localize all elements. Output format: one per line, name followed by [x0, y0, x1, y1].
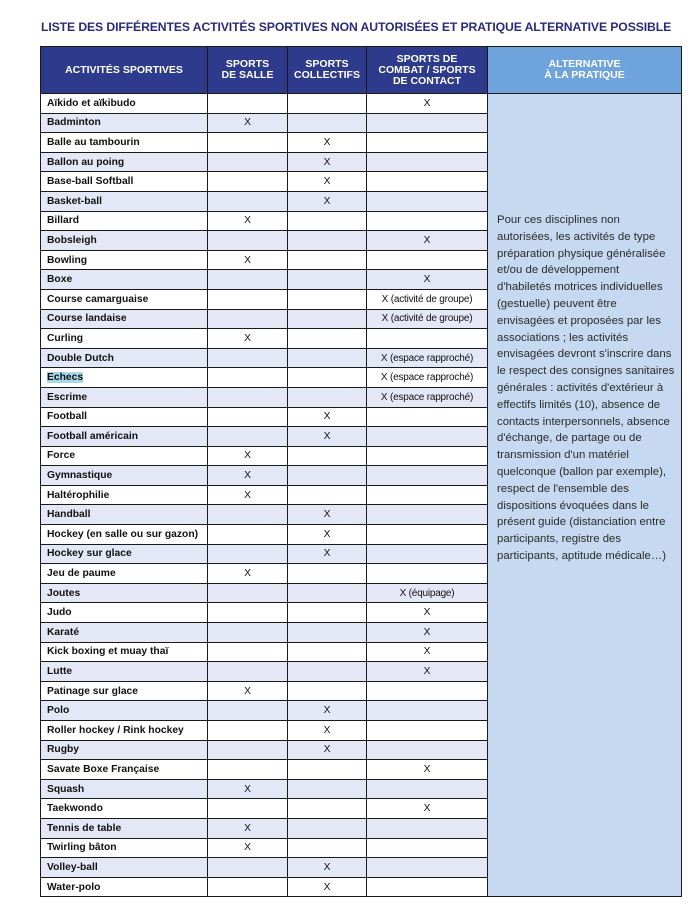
sports-collectifs-cell	[288, 94, 367, 114]
alternative-text: Pour ces disciplines non autorisées, les activités de type préparation physique généralisée et/ou de développement d'habiletés motrices individuelles (gestuelle) peuvent être envisagées et proposées par les associations ; les activités envisagées devront s'inscrire dans le respect des consignes sanitaires générales : activités d'extérieur à effectifs limités (10), absence de contacts interpersonnels, absence d'échange, de partage ou de transmission d'un matériel quelconque (ballon par exemple), respect de l'ensemble des dispositions évoquées dans le présent guide (distanciation entre participants, registre des participants, aptitude médicale…)	[488, 94, 682, 897]
sports-de-combat-cell	[367, 133, 488, 153]
sports-collectifs-cell	[288, 387, 367, 407]
sports-collectifs-cell	[288, 289, 367, 309]
sports-collectifs-cell: X	[288, 740, 367, 760]
activity-name: Boxe	[41, 270, 208, 290]
sports-de-salle-cell	[208, 799, 288, 819]
sports-de-combat-cell: X (espace rapproché)	[367, 387, 488, 407]
sports-de-combat-cell	[367, 427, 488, 447]
sports-collectifs-cell	[288, 368, 367, 388]
sports-de-combat-cell	[367, 211, 488, 231]
sports-collectifs-cell	[288, 662, 367, 682]
sports-collectifs-cell	[288, 211, 367, 231]
sports-de-combat-cell: X	[367, 662, 488, 682]
sports-de-combat-cell	[367, 505, 488, 525]
sports-de-combat-cell: X	[367, 760, 488, 780]
activity-name: Rugby	[41, 740, 208, 760]
sports-de-salle-cell	[208, 270, 288, 290]
sports-de-salle-cell: X	[208, 250, 288, 270]
header-sports-de-combat: SPORTS DE COMBAT / SPORTS DE CONTACT	[367, 47, 488, 94]
sports-de-salle-cell	[208, 740, 288, 760]
activity-name: Hockey sur glace	[41, 544, 208, 564]
table-row	[41, 94, 682, 114]
sports-collectifs-cell	[288, 642, 367, 662]
sports-de-salle-cell: X	[208, 329, 288, 349]
sports-collectifs-cell: X	[288, 505, 367, 525]
sports-collectifs-cell: X	[288, 721, 367, 741]
sports-de-salle-cell	[208, 858, 288, 878]
sports-de-salle-cell	[208, 172, 288, 192]
sports-de-combat-cell: X (équipage)	[367, 583, 488, 603]
sports-collectifs-cell	[288, 838, 367, 858]
table-header-row	[41, 47, 682, 94]
activity-name: Course landaise	[41, 309, 208, 329]
activity-name: Football américain	[41, 427, 208, 447]
activity-name: Badminton	[41, 113, 208, 133]
sports-de-combat-cell	[367, 740, 488, 760]
sports-de-salle-cell	[208, 701, 288, 721]
sports-de-salle-cell	[208, 544, 288, 564]
activity-name: Escrime	[41, 387, 208, 407]
sports-de-salle-cell: X	[208, 564, 288, 584]
header-alternative: ALTERNATIVE À LA PRATIQUE	[488, 47, 682, 94]
sports-de-combat-cell	[367, 779, 488, 799]
sports-de-salle-cell	[208, 152, 288, 172]
sports-de-salle-cell: X	[208, 466, 288, 486]
sports-de-salle-cell	[208, 133, 288, 153]
activity-name: Taekwondo	[41, 799, 208, 819]
sports-collectifs-cell: X	[288, 525, 367, 545]
sports-de-combat-cell	[367, 818, 488, 838]
sports-collectifs-cell	[288, 760, 367, 780]
sports-collectifs-cell: X	[288, 191, 367, 211]
activity-name: Squash	[41, 779, 208, 799]
sports-de-salle-cell	[208, 583, 288, 603]
sports-de-salle-cell	[208, 623, 288, 643]
sports-collectifs-cell	[288, 799, 367, 819]
activity-name: Savate Boxe Française	[41, 760, 208, 780]
activity-name: Bobsleigh	[41, 231, 208, 251]
sports-collectifs-cell: X	[288, 544, 367, 564]
sports-de-salle-cell	[208, 94, 288, 114]
sports-de-combat-cell: X (espace rapproché)	[367, 368, 488, 388]
sports-de-salle-cell	[208, 368, 288, 388]
sports-collectifs-cell	[288, 466, 367, 486]
sports-collectifs-cell	[288, 485, 367, 505]
sports-collectifs-cell: X	[288, 152, 367, 172]
table-body	[41, 94, 682, 897]
activity-name: Football	[41, 407, 208, 427]
sports-de-combat-cell: X	[367, 623, 488, 643]
sports-collectifs-cell: X	[288, 133, 367, 153]
sports-de-combat-cell	[367, 152, 488, 172]
activity-name: Haltérophilie	[41, 485, 208, 505]
activity-name: Water-polo	[41, 877, 208, 897]
sports-de-combat-cell	[367, 525, 488, 545]
sports-de-salle-cell	[208, 407, 288, 427]
sports-de-combat-cell	[367, 113, 488, 133]
sports-de-salle-cell: X	[208, 681, 288, 701]
sports-de-salle-cell: X	[208, 211, 288, 231]
sports-de-salle-cell	[208, 309, 288, 329]
sports-de-combat-cell: X (activité de groupe)	[367, 309, 488, 329]
activity-name: Double Dutch	[41, 348, 208, 368]
sports-de-salle-cell	[208, 721, 288, 741]
activity-name: Bowling	[41, 250, 208, 270]
activity-name: Curling	[41, 329, 208, 349]
sports-de-salle-cell: X	[208, 838, 288, 858]
activity-name: Base-ball Softball	[41, 172, 208, 192]
sports-collectifs-cell	[288, 564, 367, 584]
sports-de-salle-cell	[208, 760, 288, 780]
sports-de-combat-cell: X (espace rapproché)	[367, 348, 488, 368]
activity-name: Judo	[41, 603, 208, 623]
sports-de-combat-cell: X	[367, 94, 488, 114]
header-activities: ACTIVITÉS SPORTIVES	[41, 47, 208, 94]
sports-de-combat-cell	[367, 329, 488, 349]
activity-name: Twirling bâton	[41, 838, 208, 858]
activity-name: Lutte	[41, 662, 208, 682]
sports-collectifs-cell	[288, 309, 367, 329]
sports-de-salle-cell	[208, 289, 288, 309]
sports-de-salle-cell	[208, 525, 288, 545]
activity-name: Roller hockey / Rink hockey	[41, 721, 208, 741]
sports-de-combat-cell	[367, 191, 488, 211]
header-sports-collectifs: SPORTS COLLECTIFS	[288, 47, 367, 94]
activity-name: Kick boxing et muay thaï	[41, 642, 208, 662]
sports-de-salle-cell	[208, 877, 288, 897]
sports-de-salle-cell	[208, 603, 288, 623]
sports-de-salle-cell: X	[208, 446, 288, 466]
sports-de-salle-cell: X	[208, 779, 288, 799]
activity-name: Hockey (en salle ou sur gazon)	[41, 525, 208, 545]
sports-de-combat-cell	[367, 877, 488, 897]
sports-de-combat-cell: X	[367, 642, 488, 662]
sports-collectifs-cell	[288, 348, 367, 368]
sports-de-salle-cell: X	[208, 818, 288, 838]
activity-name: Polo	[41, 701, 208, 721]
sports-collectifs-cell	[288, 270, 367, 290]
sports-de-combat-cell: X	[367, 799, 488, 819]
activity-name: Ballon au poing	[41, 152, 208, 172]
activity-name: Volley-ball	[41, 858, 208, 878]
activity-name: Handball	[41, 505, 208, 525]
sports-collectifs-cell	[288, 250, 367, 270]
sports-collectifs-cell: X	[288, 858, 367, 878]
sports-collectifs-cell	[288, 681, 367, 701]
sports-collectifs-cell: X	[288, 407, 367, 427]
sports-de-combat-cell	[367, 172, 488, 192]
sports-de-combat-cell	[367, 701, 488, 721]
activity-name: Gymnastique	[41, 466, 208, 486]
sports-de-combat-cell	[367, 446, 488, 466]
activity-name: Tennis de table	[41, 818, 208, 838]
sports-de-combat-cell: X	[367, 603, 488, 623]
sports-de-combat-cell: X (activité de groupe)	[367, 289, 488, 309]
sports-de-salle-cell	[208, 231, 288, 251]
activity-name: Billard	[41, 211, 208, 231]
sports-de-combat-cell	[367, 407, 488, 427]
sports-collectifs-cell	[288, 818, 367, 838]
sports-de-salle-cell	[208, 642, 288, 662]
sports-de-combat-cell	[367, 721, 488, 741]
sports-de-combat-cell	[367, 485, 488, 505]
sports-collectifs-cell	[288, 583, 367, 603]
sports-collectifs-cell	[288, 231, 367, 251]
sports-collectifs-cell	[288, 779, 367, 799]
sports-de-salle-cell	[208, 191, 288, 211]
activity-name: Karaté	[41, 623, 208, 643]
activity-name: Basket-ball	[41, 191, 208, 211]
activity-name: Aïkido et aïkibudo	[41, 94, 208, 114]
sports-collectifs-cell: X	[288, 877, 367, 897]
sports-collectifs-cell: X	[288, 427, 367, 447]
sports-collectifs-cell: X	[288, 701, 367, 721]
sports-de-combat-cell	[367, 564, 488, 584]
sports-collectifs-cell: X	[288, 172, 367, 192]
activity-name: Balle au tambourin	[41, 133, 208, 153]
activity-name: Force	[41, 446, 208, 466]
sports-collectifs-cell	[288, 113, 367, 133]
sports-collectifs-cell	[288, 329, 367, 349]
sports-de-combat-cell	[367, 858, 488, 878]
sports-de-combat-cell	[367, 838, 488, 858]
sports-de-combat-cell: X	[367, 231, 488, 251]
page-title: LISTE DES DIFFÉRENTES ACTIVITÉS SPORTIVES NON AUTORISÉES ET PRATIQUE ALTERNATIVE POSSIBLE	[41, 20, 672, 34]
activity-name: Patinage sur glace	[41, 681, 208, 701]
sports-de-combat-cell	[367, 466, 488, 486]
activity-name: Echecs	[41, 368, 208, 388]
sports-de-combat-cell	[367, 681, 488, 701]
sports-de-combat-cell	[367, 250, 488, 270]
activity-name: Course camarguaise	[41, 289, 208, 309]
sports-de-salle-cell	[208, 387, 288, 407]
header-sports-de-salle: SPORTS DE SALLE	[208, 47, 288, 94]
sports-de-combat-cell: X	[367, 270, 488, 290]
sports-de-salle-cell	[208, 662, 288, 682]
activity-name: Joutes	[41, 583, 208, 603]
sports-collectifs-cell	[288, 623, 367, 643]
activities-table	[40, 46, 682, 897]
activity-name: Jeu de paume	[41, 564, 208, 584]
sports-de-combat-cell	[367, 544, 488, 564]
sports-de-salle-cell: X	[208, 113, 288, 133]
sports-collectifs-cell	[288, 603, 367, 623]
sports-de-salle-cell: X	[208, 485, 288, 505]
sports-de-salle-cell	[208, 505, 288, 525]
sports-de-salle-cell	[208, 427, 288, 447]
sports-collectifs-cell	[288, 446, 367, 466]
sports-de-salle-cell	[208, 348, 288, 368]
